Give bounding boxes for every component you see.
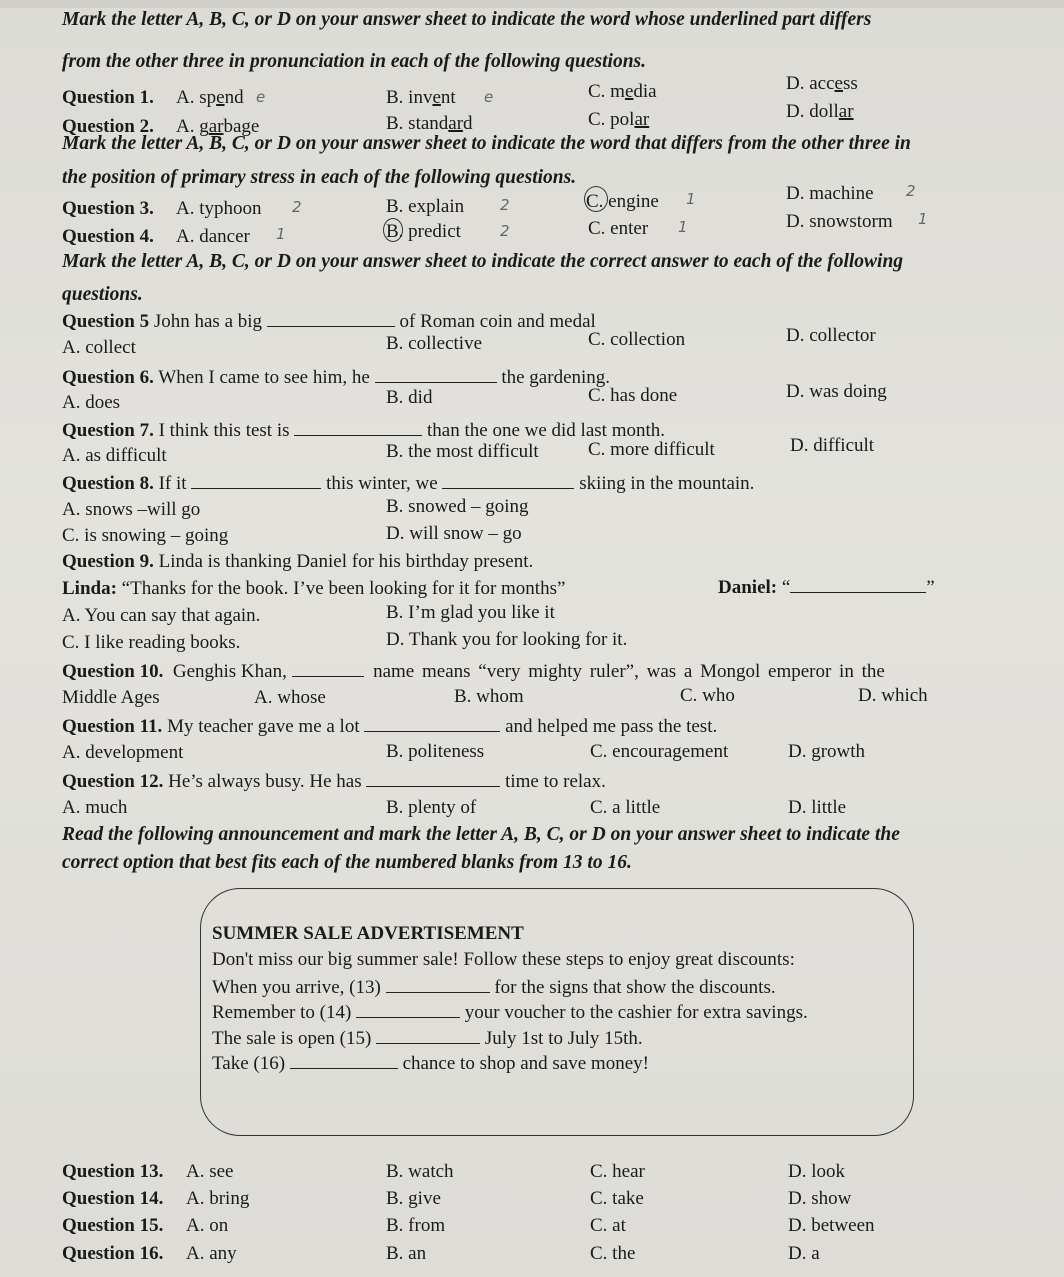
instruction-pronunciation-line1: Mark the letter A, B, C, or D on your answer sheet to indicate the word whose underlined part differs (62, 9, 872, 30)
question-10: Question 10. Genghis Khan, name means “very mighty ruler”, was a Mongol emperor in the (62, 658, 1030, 684)
q14-option-c: C. take (590, 1188, 644, 1209)
q7-option-c: C. more difficult (588, 439, 715, 460)
handwritten-stress-mark: 2 (500, 196, 510, 214)
question-16-label: Question 16. (62, 1243, 164, 1264)
q14-option-a: A. bring (186, 1188, 250, 1209)
q16-option-a: A. any (186, 1243, 237, 1264)
q8-option-b: B. snowed – going (386, 496, 529, 517)
answer-circle (584, 186, 608, 212)
q16-option-b: B. an (386, 1243, 427, 1264)
q10-option-a: A. whose (254, 687, 326, 708)
instruction-read-line1: Read the following announcement and mark the letter A, B, C, or D on your answer sheet to indicate the (62, 824, 900, 845)
q9-option-a: A. You can say that again. (62, 605, 261, 626)
q16-option-c: C. the (590, 1243, 636, 1264)
instruction-correct-line1: Mark the letter A, B, C, or D on your answer sheet to indicate the correct answer to each of the following (62, 251, 904, 272)
q13-option-d: D. look (788, 1161, 845, 1182)
q13-option-c: C. hear (590, 1161, 645, 1182)
q10-option-c: C. who (680, 685, 735, 706)
question-12: Question 12. He’s always busy. He has time to relax. (62, 768, 606, 794)
handwritten-stress-mark: 2 (906, 182, 916, 200)
q12-option-a: A. much (62, 797, 128, 818)
cropped-top-edge (0, 0, 1064, 8)
instruction-correct-line2: questions. (62, 284, 143, 305)
q8-option-a: A. snows –will go (62, 499, 201, 520)
q2-option-a: A. garbage (176, 116, 260, 137)
q11-option-d: D. growth (788, 741, 866, 762)
q15-option-d: D. between (788, 1215, 875, 1236)
instruction-stress-line1: Mark the letter A, B, C, or D on your answer sheet to indicate the word that differs from the other three in (62, 133, 911, 154)
q6-option-d: D. was doing (786, 381, 887, 402)
q12-option-b: B. plenty of (386, 797, 477, 818)
question-8: Question 8. If it this winter, we skiing in the mountain. (62, 470, 754, 496)
question-15-label: Question 15. (62, 1215, 164, 1236)
handwritten-stress-mark: 2 (500, 222, 510, 240)
q9-option-c: C. I like reading books. (62, 632, 241, 653)
q3-option-c: C. engine (586, 191, 659, 212)
q12-option-c: C. a little (590, 797, 661, 818)
q4-option-c: C. enter (588, 218, 649, 239)
q2-option-c: C. polar (588, 109, 650, 130)
q2-option-d: D. dollar (786, 101, 854, 122)
advertisement-line-4: The sale is open (15) July 1st to July 15th. (212, 1025, 643, 1051)
q1-option-b: B. invent (386, 87, 456, 108)
question-14-label: Question 14. (62, 1188, 164, 1209)
handwritten-stress-mark: 1 (678, 218, 688, 236)
q14-option-b: B. give (386, 1188, 441, 1209)
q10-option-b: B. whom (454, 686, 524, 707)
q15-option-c: C. at (590, 1215, 626, 1236)
q4-option-b: B. predict (386, 221, 461, 242)
handwritten-stress-mark: 1 (918, 210, 928, 228)
advertisement-line-2: When you arrive, (13) for the signs that show the discounts. (212, 974, 776, 1000)
q5-option-b: B. collective (386, 333, 483, 354)
q16-option-d: D. a (788, 1243, 820, 1264)
question-9: Question 9. Linda is thanking Daniel for his birthday present. (62, 551, 534, 572)
q9-dialogue-daniel: Daniel: “ ” (718, 574, 935, 600)
q9-dialogue-linda: Linda: “Thanks for the book. I’ve been looking for it for months” (62, 578, 566, 599)
handwritten-stress-mark: 1 (276, 225, 286, 243)
q11-option-c: C. encouragement (590, 741, 729, 762)
q4-option-a: A. dancer (176, 226, 250, 247)
q10-stem-line2: Middle Ages (62, 687, 160, 708)
q5-option-a: A. collect (62, 337, 136, 358)
pencil-mark: e (256, 88, 266, 106)
q3-option-a: A. typhoon (176, 198, 262, 219)
instruction-stress-line2: the position of primary stress in each of the following questions. (62, 167, 577, 188)
q7-option-d: D. difficult (790, 435, 875, 456)
q6-option-b: B. did (386, 387, 433, 408)
q14-option-d: D. show (788, 1188, 852, 1209)
q1-option-c: C. media (588, 81, 657, 102)
q2-option-b: B. standard (386, 113, 473, 134)
q11-option-b: B. politeness (386, 741, 485, 762)
advertisement-line-5: Take (16) chance to shop and save money! (212, 1050, 649, 1076)
question-4-label: Question 4. (62, 226, 154, 247)
advertisement-title: SUMMER SALE ADVERTISEMENT (212, 923, 524, 944)
q5-option-c: C. collection (588, 329, 686, 350)
instruction-read-line2: correct option that best fits each of the numbered blanks from 13 to 16. (62, 852, 632, 873)
q3-option-b: B. explain (386, 196, 465, 217)
q8-option-d: D. will snow – go (386, 523, 522, 544)
instruction-pronunciation-line2: from the other three in pronunciation in each of the following questions. (62, 51, 647, 72)
q13-option-a: A. see (186, 1161, 234, 1182)
question-3-label: Question 3. (62, 198, 154, 219)
advertisement-line-3: Remember to (14) your voucher to the cashier for extra savings. (212, 999, 808, 1025)
question-6: Question 6. When I came to see him, he the gardening. (62, 364, 610, 390)
q1-option-d: D. access (786, 73, 858, 94)
q5-option-d: D. collector (786, 325, 876, 346)
q4-option-d: D. snowstorm (786, 211, 893, 232)
q9-option-b: B. I’m glad you like it (386, 602, 555, 623)
q15-option-a: A. on (186, 1215, 229, 1236)
question-5: Question 5 John has a big of Roman coin and medal (62, 308, 596, 334)
q3-option-d: D. machine (786, 183, 874, 204)
q8-option-c: C. is snowing – going (62, 525, 229, 546)
q6-option-a: A. does (62, 392, 121, 413)
handwritten-stress-mark: 1 (686, 190, 696, 208)
pencil-mark: e (484, 88, 494, 106)
q11-option-a: A. development (62, 742, 184, 763)
q9-option-d: D. Thank you for looking for it. (386, 629, 628, 650)
question-7: Question 7. I think this test is than the one we did last month. (62, 417, 665, 443)
advertisement-line-1: Don't miss our big summer sale! Follow these steps to enjoy great discounts: (212, 949, 795, 970)
question-13-label: Question 13. (62, 1161, 164, 1182)
question-1-label: Question 1. (62, 87, 154, 108)
q7-option-a: A. as difficult (62, 445, 167, 466)
question-2-label: Question 2. (62, 116, 154, 137)
q15-option-b: B. from (386, 1215, 446, 1236)
q12-option-d: D. little (788, 797, 847, 818)
answer-circle (383, 218, 403, 242)
handwritten-stress-mark: 2 (292, 198, 302, 216)
question-11: Question 11. My teacher gave me a lot and helped me pass the test. (62, 713, 717, 739)
q10-option-d: D. which (858, 685, 928, 706)
q7-option-b: B. the most difficult (386, 441, 539, 462)
q6-option-c: C. has done (588, 385, 678, 406)
q1-option-a: A. spend (176, 87, 244, 108)
q13-option-b: B. watch (386, 1161, 454, 1182)
